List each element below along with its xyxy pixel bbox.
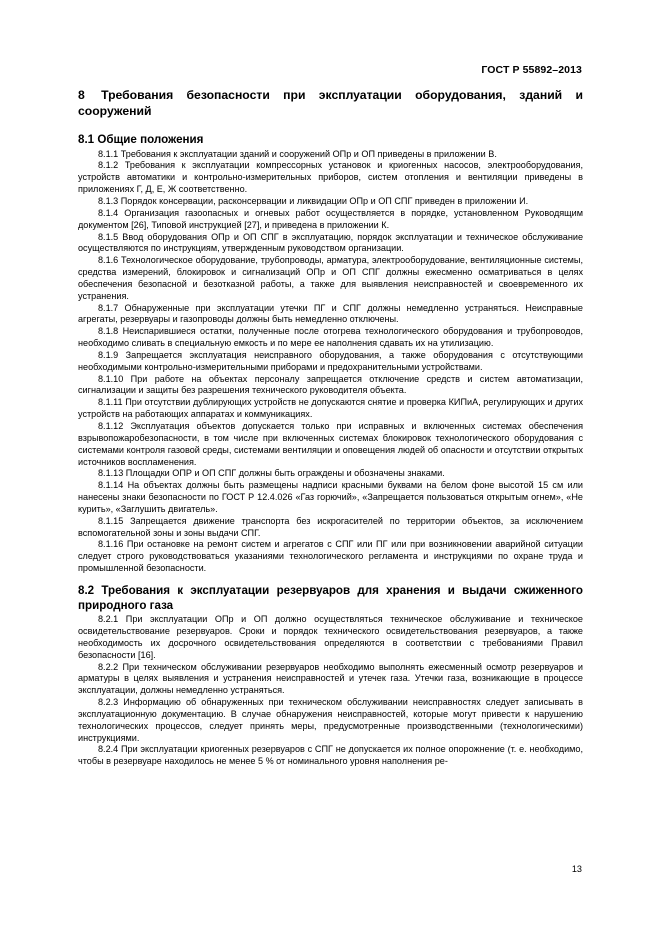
paragraph: 8.1.4 Организация газоопасных и огневых работ осуществляется в порядке, установленном Руководящим документом [26], Типовой инструкцией [27], и приведена в приложении К. (78, 207, 583, 230)
paragraph: 8.1.13 Площадки ОПР и ОП СПГ должны быть ограждены и обозначены знаками. (98, 468, 445, 479)
subsection-heading: 8.1 Общие положения (78, 133, 204, 146)
paragraph: 8.1.12 Эксплуатация объектов допускается только при исправных и включенных системах обеспечения взрывопожаробезопасности, в том числе при включенных системах блокировок технологического оборудования с системами контроля газовой среды, системами вентиляции и оповещения людей об опасности и отсутствии открытых источников воспламенения. (78, 421, 583, 467)
paragraph: 8.1.11 При отсутствии дублирующих устройств не допускаются снятие и проверка КИПиА, регулирующих и других устройств на работающих аппаратах и коммуникациях. (78, 397, 583, 420)
paragraph: 8.1.5 Ввод оборудования ОПр и ОП СПГ в эксплуатацию, порядок эксплуатации и техническое обслуживание осуществляются по инструкциям, утвержденным руководством организации. (78, 231, 583, 254)
paragraph: 8.1.7 Обнаруженные при эксплуатации утечки ПГ и СПГ должны немедленно устраняться. Неисправные агрегаты, резервуары и газопроводы должны быть немедленно отключены. (78, 302, 583, 325)
document-id-header: ГОСТ Р 55892–2013 (481, 64, 582, 76)
section-title: Требования безопасности при эксплуатации оборудования, зданий и сооружений (78, 88, 583, 118)
section-number: 8 (78, 88, 85, 102)
page-content (78, 88, 583, 768)
paragraph: 8.1.8 Неиспарившиеся остатки, полученные после отогрева технологического оборудования и трубопроводов, необходимо сливать в специальную емкость и по мере ее наполнения сдавать их на утилизацию. (78, 326, 583, 349)
subsection-body (78, 614, 583, 768)
paragraph: 8.1.15 Запрещается движение транспорта без искрогасителей по территории объектов, за исключением вспомогательной зоны и зоны выдачи СПГ. (78, 515, 583, 538)
paragraph: 8.1.9 Запрещается эксплуатация неисправного оборудования, а также оборудования с отсутствующими необходимыми контрольно-измерительными приборами и предохранительными устройствами. (78, 349, 583, 372)
subsection-heading: 8.2 Требования к эксплуатации резервуаров для хранения и выдачи сжиженного природного газа (78, 583, 583, 612)
page-number: 13 (571, 864, 582, 874)
paragraph: 8.1.6 Технологическое оборудование, трубопроводы, арматура, электрооборудование, вентиляционные системы, средства измерений, блокировок и сигнализаций ОПр и ОП СПГ должны ежесменно осматриваться в целях обеспечения безопасной и безотказной работы, а также для выявления неисправностей и своевременного их устранения. (78, 255, 583, 301)
paragraph: 8.1.10 При работе на объектах персоналу запрещается отключение средств и систем автоматизации, сигнализации и защиты без разрешения технического руководителя объекта. (78, 373, 583, 396)
paragraph: 8.1.2 Требования к эксплуатации компрессорных установок и криогенных насосов, электрооборудования, устройств автоматики и контрольно-измерительных приборов, систем отопления и вентиляции приведены в приложениях Г, Д, Е, Ж соответственно. (78, 160, 583, 195)
paragraph: 8.2.4 При эксплуатации криогенных резервуаров с СПГ не допускается их полное опорожнение (т. е. необходимо, чтобы в резервуаре находилось не менее 5 % от номинального уровня наполнения ре- (78, 744, 583, 767)
paragraph: 8.1.16 При остановке на ремонт систем и агрегатов с СПГ или ПГ или при возникновении аварийной ситуации следует строго руководствоваться указаниями технологического регламента и инструкциями по охране труда и промышленной безопасности. (78, 539, 583, 574)
paragraph: 8.2.1 При эксплуатации ОПр и ОП должно осуществляться техническое обслуживание и техническое освидетельствование резервуаров. Сроки и порядок технического освидетельствования резервуаров, а также необходимость их досрочного освидетельствования определяются в соответствии с требованиями Правил безопасности [16]. (78, 614, 583, 660)
paragraph: 8.2.2 При техническом обслуживании резервуаров необходимо выполнять ежесменный осмотр резервуаров и арматуры в целях выявления и устранения неисправностей и утечек газа. Утечки газа, возникающие в процессе эксплуатации, должны немедленно устраняться. (78, 661, 583, 696)
paragraph: 8.1.14 На объектах должны быть размещены надписи красными буквами на белом фоне высотой 15 см или нанесены знаки безопасности по ГОСТ Р 12.4.026 «Газ горючий», «Запрещается пользоваться открытым огнем», «Не курить», «Заглушить двигатель». (78, 480, 583, 514)
paragraph: 8.2.3 Информацию об обнаруженных при техническом обслуживании неисправностях следует записывать в эксплуатационную документацию. В случае обнаружения неисправностей, которые могут привести к нарушению технологических процессов, следует принять меры, предусмотренные производственными (технологическими) инструкциями. (78, 697, 583, 743)
paragraph: 8.1.1 Требования к эксплуатации зданий и сооружений ОПр и ОП приведены в приложении В. (98, 148, 497, 159)
subsection-body (78, 149, 583, 575)
paragraph: 8.1.3 Порядок консервации, расконсервации и ликвидации ОПр и ОП СПГ приведен в приложении И. (98, 195, 529, 206)
section-heading (78, 88, 583, 119)
